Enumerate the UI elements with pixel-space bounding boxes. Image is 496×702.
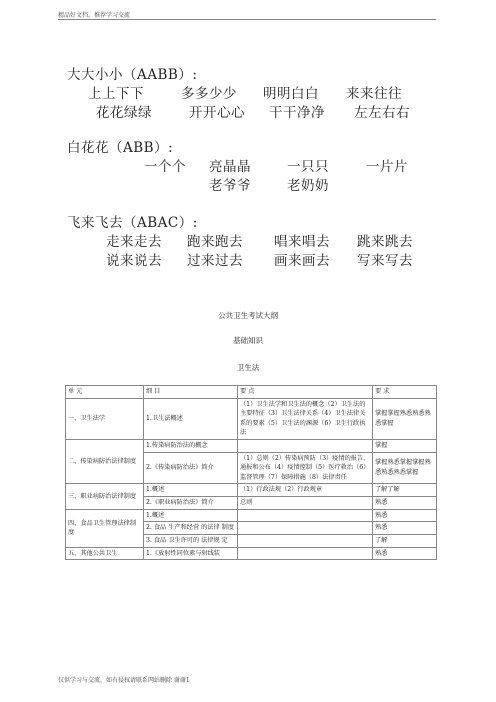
aabb-word: 多多少少 xyxy=(181,86,237,102)
abb-word: 一只只 xyxy=(287,159,329,175)
aabb-word: 来来往往 xyxy=(346,86,402,102)
abac-word: 跑来跑去 xyxy=(187,234,243,250)
footer-note: 仅供学习与交流，如有侵权请联系网站删除 谢谢1 xyxy=(58,677,190,684)
table-row xyxy=(66,484,437,497)
table-header-cell: 细 目 xyxy=(144,386,238,399)
table-cell xyxy=(238,534,373,547)
table-cell: （1）行政法规（2）行政规章 xyxy=(238,484,373,497)
abac-word: 过来过去 xyxy=(187,253,243,269)
table-cell: 1.《放射性同位素与射线装 xyxy=(144,547,238,560)
table-row xyxy=(66,547,437,560)
abac-title: 飞来飞去（ABAC）: xyxy=(67,215,198,231)
aabb-word: 开开心心 xyxy=(189,105,245,121)
header-rule xyxy=(58,19,436,20)
table-cell: 熟悉 xyxy=(373,497,437,510)
table-cell: 掌握 xyxy=(373,440,437,453)
table-cell: 五、其他公共卫生 xyxy=(66,547,144,560)
table-cell xyxy=(238,547,373,560)
table-header-cell: 要 点 xyxy=(238,386,373,399)
aabb-word: 干干净净 xyxy=(269,105,325,121)
table-cell: 1.卫生法概述 xyxy=(144,398,238,439)
abac-word: 唱来唱去 xyxy=(274,234,330,250)
abac-word: 跳来跳去 xyxy=(357,234,413,250)
abac-word: 说来说去 xyxy=(106,253,162,269)
table-cell: 掌握熟悉掌握掌握熟悉熟悉熟悉掌握 xyxy=(373,452,437,484)
table-cell: 二、传染病防治法律制度 xyxy=(66,440,144,484)
table-cell: 掌握掌握熟悉熟悉熟悉掌握 xyxy=(373,398,437,439)
table-cell: 2.《职业病防治法》简介 xyxy=(144,497,238,510)
header-note: 精品好文档，推荐学习交流 xyxy=(58,12,131,19)
table-cell: 熟悉 xyxy=(373,547,437,560)
table-cell: （1）卫生法学和卫生法的概念（2）卫生法的主要特征（3）卫生法律关系（4）卫生法律关系的要素（5）卫生法的渊源（6）卫生行政执法 xyxy=(238,398,373,439)
table-cell: 1.概述 xyxy=(144,484,238,497)
syllabus-table xyxy=(65,385,437,560)
table-cell: 三、职业病防治法律制度 xyxy=(66,484,144,509)
table-cell: 2. 食品 生产和经营 的法律 制度 xyxy=(144,522,238,535)
table-cell xyxy=(238,440,373,453)
table-cell: 了解了解 xyxy=(373,484,437,497)
outline-subtitle: 基础知识 xyxy=(233,336,263,345)
table-header-row xyxy=(66,386,437,399)
table-cell: 总则 xyxy=(238,497,373,510)
abb-word: 一个个 xyxy=(144,159,186,175)
outline-section: 卫生法 xyxy=(236,363,260,372)
abb-word: 老奶奶 xyxy=(287,178,329,194)
table-cell: 3. 食品 卫生许可的 法律规 定 xyxy=(144,534,238,547)
abb-word: 老爷爷 xyxy=(209,178,251,194)
table-header-cell: 单 元 xyxy=(66,386,144,399)
table-cell: 1.概述 xyxy=(144,509,238,522)
abac-word: 走来走去 xyxy=(106,234,162,250)
table-cell: 熟悉 xyxy=(373,522,437,535)
table-cell: 熟悉 xyxy=(373,509,437,522)
table-cell: 四、食品卫生管理法律制度 xyxy=(66,509,144,547)
abb-word: 亮晶晶 xyxy=(209,159,251,175)
table-row xyxy=(66,398,437,439)
aabb-word: 左左右右 xyxy=(354,105,410,121)
abb-word: 一片片 xyxy=(366,159,408,175)
outline-title: 公共卫生考试大纲 xyxy=(218,311,278,320)
table-cell: 一、卫生法学 xyxy=(66,398,144,439)
abac-word: 画来画去 xyxy=(274,253,330,269)
aabb-word: 明明白白 xyxy=(263,86,319,102)
table-cell: 2.《传染病防治法》简介 xyxy=(144,452,238,484)
table-row xyxy=(66,509,437,522)
abac-word: 写来写去 xyxy=(357,253,413,269)
aabb-title: 大大小小（AABB）: xyxy=(67,67,198,83)
table-header-cell: 要 求 xyxy=(373,386,437,399)
aabb-word: 花花绿绿 xyxy=(96,105,152,121)
table-cell: 了解 xyxy=(373,534,437,547)
table-cell: （1）总则（2）传染病预防（3）疫情的报告、通报和公布（4）疫情控制（5）医疗救治（6）监督管理（7）保障措施（8）法律责任 xyxy=(238,452,373,484)
abb-title: 白花花（ABB）: xyxy=(67,140,174,156)
table-cell: 1.传染病防治法的概念 xyxy=(144,440,238,453)
aabb-word: 上上下下 xyxy=(88,86,144,102)
table-row xyxy=(66,440,437,453)
table-cell xyxy=(238,509,373,522)
table-cell xyxy=(238,522,373,535)
